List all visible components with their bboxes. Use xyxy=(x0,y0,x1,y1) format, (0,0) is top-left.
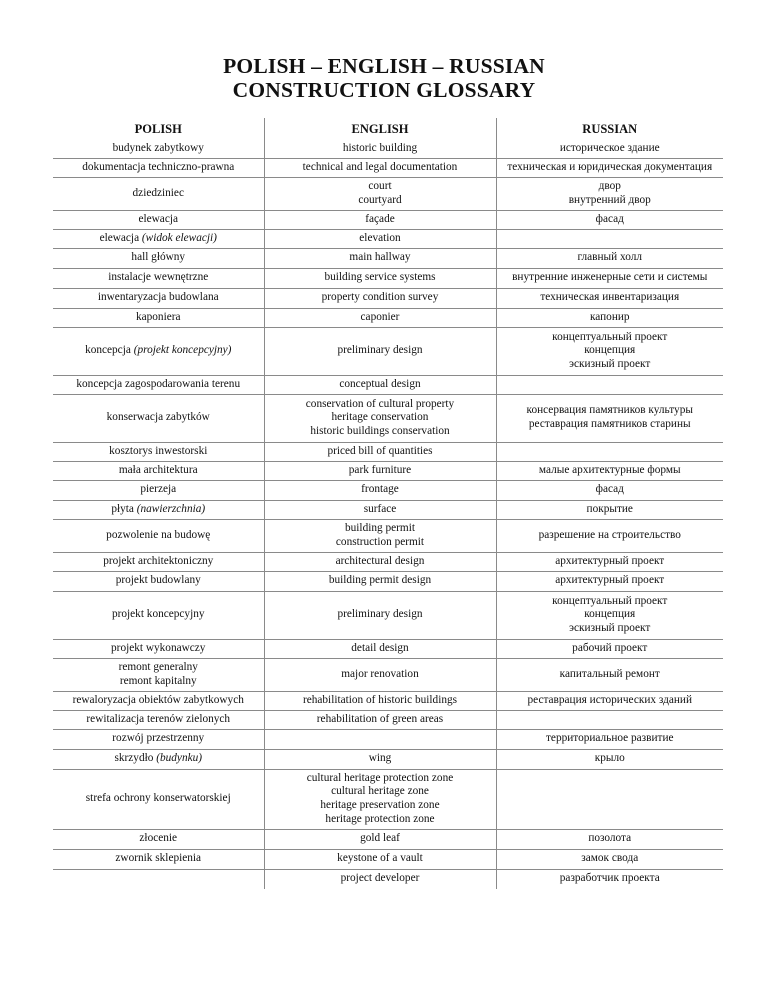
term-line: rewitalizacja terenów zielonych xyxy=(86,712,231,725)
russian-term xyxy=(496,327,723,375)
glossary-row xyxy=(53,308,723,327)
glossary-row xyxy=(53,869,723,889)
english-term xyxy=(264,268,496,288)
term-line: gold leaf xyxy=(360,832,400,845)
russian-term xyxy=(496,158,723,177)
term-line: замок свода xyxy=(581,852,639,865)
term-line: рабочий проект xyxy=(572,641,648,654)
term-line: remont kapitalny xyxy=(119,674,197,687)
term-line: двор xyxy=(598,179,621,192)
polish-term xyxy=(53,327,264,375)
header-polish: POLISH xyxy=(134,121,182,136)
polish-term xyxy=(53,552,264,571)
term-line: konserwacja zabytków xyxy=(106,411,210,424)
polish-term xyxy=(53,375,264,394)
polish-term xyxy=(53,248,264,268)
term-line: elevation xyxy=(359,231,401,244)
term-line: major renovation xyxy=(341,667,419,680)
term-line: внутренние инженерные сети и системы xyxy=(512,271,708,284)
term-line: капонир xyxy=(589,310,630,323)
term-line: капитальный ремонт xyxy=(559,667,660,680)
russian-term xyxy=(496,140,723,158)
glossary-row xyxy=(53,500,723,519)
glossary-body xyxy=(53,140,723,889)
term-line: внутренний двор xyxy=(568,193,651,206)
term-line: heritage protection zone xyxy=(325,812,435,825)
english-term xyxy=(264,308,496,327)
term-line: эскизный проект xyxy=(569,621,651,634)
polish-term xyxy=(53,461,264,480)
glossary-row xyxy=(53,158,723,177)
russian-term xyxy=(496,729,723,749)
glossary-row xyxy=(53,442,723,461)
term-note: (widok elewacji) xyxy=(141,231,217,244)
term-line: skrzydło (budynku) xyxy=(114,752,203,765)
term-line: малые архитектурные формы xyxy=(538,463,681,476)
english-term xyxy=(264,442,496,461)
english-term xyxy=(264,158,496,177)
polish-term xyxy=(53,829,264,849)
glossary-row xyxy=(53,710,723,729)
term-line: концепция xyxy=(584,608,636,621)
term-line: detail design xyxy=(351,641,409,654)
term-line: покрытие xyxy=(586,502,633,515)
term-line: building permit xyxy=(345,521,415,534)
glossary-row xyxy=(53,375,723,394)
term-line: реставрация исторических зданий xyxy=(527,693,692,706)
term-line: архитектурный проект xyxy=(555,574,665,587)
term-line: kaponiera xyxy=(135,310,181,323)
russian-term xyxy=(496,571,723,591)
term-line: projekt architektoniczny xyxy=(103,554,214,567)
term-line: conservation of cultural property xyxy=(305,397,455,410)
term-line: cultural heritage protection zone xyxy=(306,771,454,784)
russian-term xyxy=(496,229,723,248)
term-line: pierzeja xyxy=(140,483,177,496)
term-line: эскизный проект xyxy=(569,357,651,370)
russian-term xyxy=(496,375,723,394)
polish-term xyxy=(53,158,264,177)
russian-term xyxy=(496,480,723,500)
term-line: elewacja (widok elewacji) xyxy=(99,231,217,244)
glossary-row xyxy=(53,210,723,229)
term-line: koncepcja (projekt koncepcyjny) xyxy=(85,344,232,357)
term-line: cultural heritage zone xyxy=(331,785,429,798)
english-term xyxy=(264,140,496,158)
term-note: (projekt koncepcyjny) xyxy=(133,344,232,357)
term-line: preliminary design xyxy=(337,608,423,621)
polish-term xyxy=(53,519,264,552)
russian-term xyxy=(496,769,723,829)
term-line: historic buildings conservation xyxy=(310,424,450,437)
english-term xyxy=(264,394,496,442)
polish-term xyxy=(53,729,264,749)
term-line: rozwój przestrzenny xyxy=(112,732,205,745)
term-line: разрешение на строительство xyxy=(538,528,681,541)
term-line: rehabilitation of green areas xyxy=(316,712,444,725)
term-line: property condition survey xyxy=(321,291,439,304)
english-term xyxy=(264,288,496,308)
term-line: surface xyxy=(363,502,397,515)
term-line: фасад xyxy=(595,483,624,496)
polish-term xyxy=(53,769,264,829)
term-line: kosztorys inwestorski xyxy=(109,444,208,457)
polish-term xyxy=(53,869,264,889)
english-term xyxy=(264,710,496,729)
glossary-row xyxy=(53,268,723,288)
term-line: projekt budowlany xyxy=(115,574,201,587)
russian-term xyxy=(496,849,723,869)
russian-term xyxy=(496,394,723,442)
header-row xyxy=(53,118,723,140)
english-term xyxy=(264,480,496,500)
term-line: building permit design xyxy=(328,574,432,587)
term-line: instalacje wewnętrzne xyxy=(108,271,209,284)
russian-term xyxy=(496,829,723,849)
term-line: koncepcja zagospodarowania terenu xyxy=(76,377,241,390)
glossary-row xyxy=(53,552,723,571)
term-line: концептуальный проект xyxy=(552,330,668,343)
english-term xyxy=(264,552,496,571)
glossary-row xyxy=(53,288,723,308)
term-line: техническая и юридическая документация xyxy=(507,160,713,173)
term-line: крыло xyxy=(594,752,625,765)
term-line: dokumentacja techniczno-prawna xyxy=(82,160,235,173)
russian-term xyxy=(496,500,723,519)
russian-term xyxy=(496,591,723,639)
term-line: hall główny xyxy=(131,251,186,264)
russian-term xyxy=(496,552,723,571)
english-term xyxy=(264,869,496,889)
russian-term xyxy=(496,288,723,308)
russian-term xyxy=(496,639,723,658)
english-term xyxy=(264,658,496,691)
glossary-header xyxy=(53,118,723,140)
term-line: историческое здание xyxy=(559,141,660,154)
term-line: projekt koncepcyjny xyxy=(111,608,205,621)
term-line: court xyxy=(368,179,392,192)
term-line: dziedziniec xyxy=(132,186,184,199)
russian-term xyxy=(496,268,723,288)
glossary-row xyxy=(53,248,723,268)
polish-term xyxy=(53,658,264,691)
term-line: technical and legal documentation xyxy=(302,160,458,173)
glossary-row xyxy=(53,229,723,248)
polish-term xyxy=(53,140,264,158)
glossary-row xyxy=(53,394,723,442)
russian-term xyxy=(496,442,723,461)
polish-term xyxy=(53,308,264,327)
term-line: elewacja xyxy=(138,212,178,225)
term-line: inwentaryzacja budowlana xyxy=(97,291,219,304)
term-line: концептуальный проект xyxy=(552,594,668,607)
term-line: реставрация памятников старины xyxy=(528,418,691,430)
glossary-row xyxy=(53,571,723,591)
term-line: architectural design xyxy=(335,554,425,567)
polish-term xyxy=(53,229,264,248)
term-note: (budynku) xyxy=(156,752,203,765)
polish-term xyxy=(53,849,264,869)
term-line: wing xyxy=(368,752,392,765)
polish-term xyxy=(53,480,264,500)
english-term xyxy=(264,229,496,248)
term-line: historic building xyxy=(342,141,418,154)
term-line: priced bill of quantities xyxy=(327,444,433,457)
english-term xyxy=(264,729,496,749)
polish-term xyxy=(53,571,264,591)
term-line: strefa ochrony konserwatorskiej xyxy=(85,792,231,805)
glossary-row xyxy=(53,849,723,869)
polish-term xyxy=(53,177,264,210)
polish-term xyxy=(53,442,264,461)
glossary-row xyxy=(53,769,723,829)
title-line-2: CONSTRUCTION GLOSSARY xyxy=(232,78,536,102)
term-line: façade xyxy=(365,212,395,225)
glossary-row xyxy=(53,140,723,158)
russian-term xyxy=(496,308,723,327)
term-line: концепция xyxy=(584,344,636,357)
polish-term xyxy=(53,288,264,308)
glossary-row xyxy=(53,461,723,480)
russian-term xyxy=(496,519,723,552)
polish-term xyxy=(53,591,264,639)
term-line: консервация памятников культуры xyxy=(526,404,693,417)
english-term xyxy=(264,769,496,829)
english-term xyxy=(264,327,496,375)
term-line: conceptual design xyxy=(339,377,421,390)
russian-term xyxy=(496,461,723,480)
term-line: территориальное развитие xyxy=(546,732,674,745)
term-line: remont generalny xyxy=(118,660,198,673)
russian-term xyxy=(496,210,723,229)
term-line: project developer xyxy=(340,872,420,885)
english-term xyxy=(264,639,496,658)
term-line: płyta (nawierzchnia) xyxy=(111,502,206,515)
polish-term xyxy=(53,691,264,710)
english-term xyxy=(264,591,496,639)
english-term xyxy=(264,691,496,710)
english-term xyxy=(264,829,496,849)
term-line: projekt wykonawczy xyxy=(111,641,206,654)
glossary-row xyxy=(53,658,723,691)
english-term xyxy=(264,375,496,394)
russian-term xyxy=(496,710,723,729)
term-line: фасад xyxy=(595,212,624,225)
term-note: (nawierzchnia) xyxy=(136,502,206,515)
term-line: frontage xyxy=(361,483,399,496)
term-line: позолота xyxy=(588,832,632,845)
polish-term xyxy=(53,749,264,769)
term-line: budynek zabytkowy xyxy=(112,141,204,154)
russian-term xyxy=(496,749,723,769)
english-term xyxy=(264,461,496,480)
term-line: главный холл xyxy=(577,251,643,264)
term-line: zwornik sklepienia xyxy=(115,852,202,865)
english-term xyxy=(264,177,496,210)
polish-term xyxy=(53,268,264,288)
russian-term xyxy=(496,248,723,268)
term-line: rehabilitation of historic buildings xyxy=(302,693,458,706)
polish-term xyxy=(53,639,264,658)
header-russian: RUSSIAN xyxy=(496,118,723,140)
glossary-table xyxy=(53,118,723,889)
russian-term xyxy=(496,691,723,710)
russian-term xyxy=(496,177,723,210)
term-line: архитектурный проект xyxy=(555,554,665,567)
glossary-row xyxy=(53,519,723,552)
term-line: keystone of a vault xyxy=(337,852,423,865)
term-line: caponier xyxy=(360,310,400,323)
glossary-row xyxy=(53,729,723,749)
polish-term xyxy=(53,394,264,442)
term-line: mała architektura xyxy=(118,463,198,476)
term-line: złocenie xyxy=(139,832,178,845)
term-line: courtyard xyxy=(358,193,402,206)
english-term xyxy=(264,849,496,869)
english-term xyxy=(264,749,496,769)
glossary-row xyxy=(53,177,723,210)
english-term xyxy=(264,210,496,229)
term-line: park furniture xyxy=(348,463,412,476)
polish-term xyxy=(53,500,264,519)
glossary-row xyxy=(53,639,723,658)
english-term xyxy=(264,571,496,591)
term-line: техническая инвентаризация xyxy=(540,291,680,304)
term-line: heritage preservation zone xyxy=(320,799,440,811)
glossary-row xyxy=(53,829,723,849)
russian-term xyxy=(496,869,723,889)
russian-term xyxy=(496,658,723,691)
english-term xyxy=(264,519,496,552)
term-line: pozwolenie na budowę xyxy=(106,528,211,541)
term-line: building service systems xyxy=(324,271,436,284)
polish-term xyxy=(53,710,264,729)
glossary-row xyxy=(53,591,723,639)
term-line: rewaloryzacja obiektów zabytkowych xyxy=(72,693,244,706)
page-title xyxy=(0,54,768,102)
glossary-row xyxy=(53,691,723,710)
glossary-row xyxy=(53,749,723,769)
glossary-row xyxy=(53,327,723,375)
term-line: main hallway xyxy=(349,251,411,264)
header-english: ENGLISH xyxy=(264,118,496,140)
term-line: разработчик проекта xyxy=(559,872,660,885)
english-term xyxy=(264,248,496,268)
term-line: construction permit xyxy=(335,535,425,548)
term-line: heritage conservation xyxy=(331,411,429,424)
english-term xyxy=(264,500,496,519)
term-line: preliminary design xyxy=(337,344,423,357)
polish-term xyxy=(53,210,264,229)
glossary-row xyxy=(53,480,723,500)
title-line-1: POLISH – ENGLISH – RUSSIAN xyxy=(223,54,545,78)
